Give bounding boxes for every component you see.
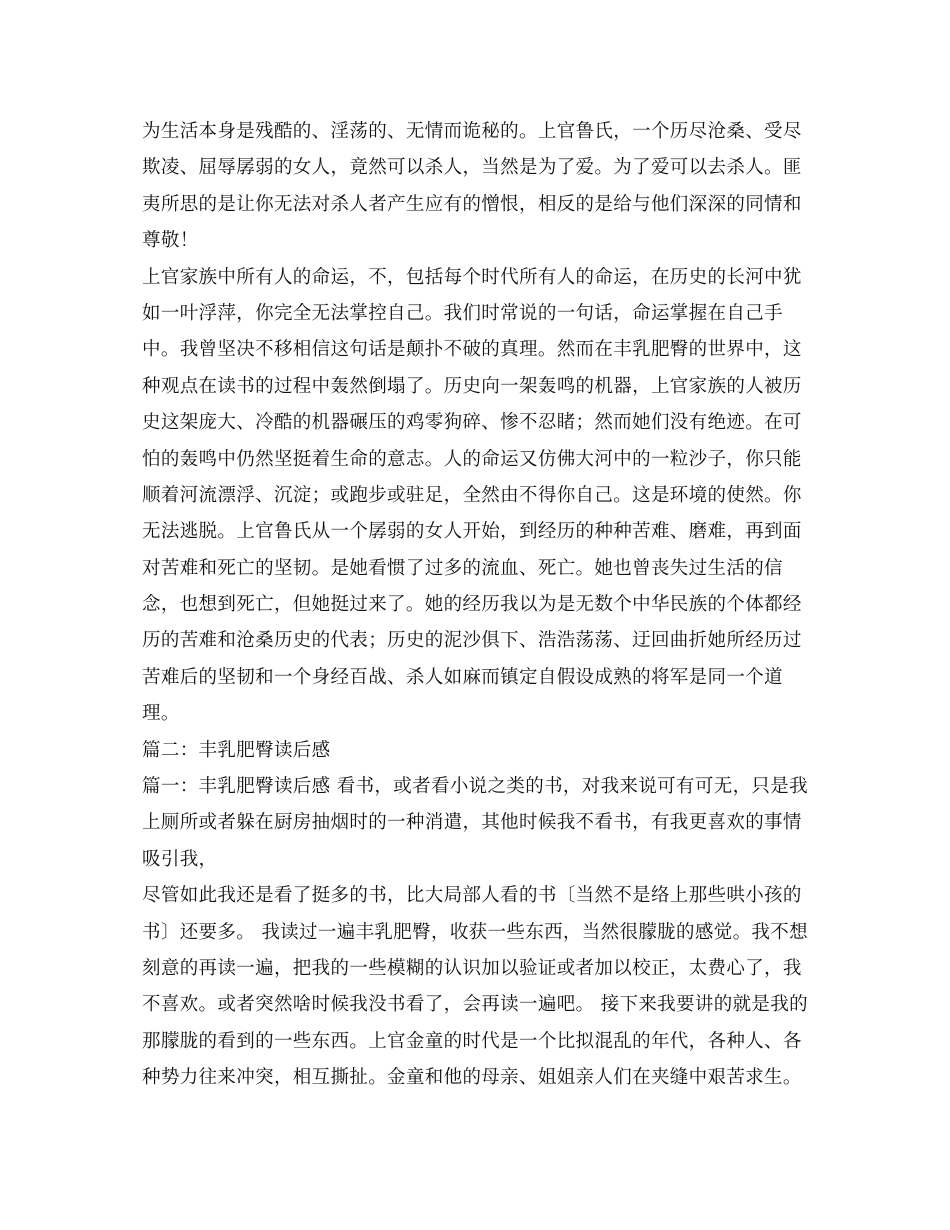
- text-line: 书〕还要多。 我读过一遍丰乳肥臀，收获一些东西，当然很朦胧的感觉。我不想: [142, 921, 808, 943]
- section-heading: 篇二：丰乳肥臀读后感: [142, 739, 331, 761]
- text-line: 无法逃脱。上官鲁氏从一个孱弱的女人开始，到经历的种种苦难、磨难，再到面: [142, 521, 802, 543]
- text-line: 欺凌、屈辱孱弱的女人，竟然可以杀人，当然是为了爱。为了爱可以去杀人。匪: [142, 157, 802, 179]
- text-line: 历的苦难和沧桑历史的代表；历史的泥沙俱下、浩浩荡荡、迂回曲折她所经历过: [142, 630, 802, 652]
- text-line: 中。我曾坚决不移相信这句话是颠扑不破的真理。然而在丰乳肥臀的世界中，这: [142, 339, 802, 361]
- text-line: 念，也想到死亡，但她挺过来了。她的经历我以为是无数个中华民族的个体都经: [142, 594, 802, 616]
- text-line: 不喜欢。或者突然啥时候我没书看了，会再读一遍吧。 接下来我要讲的就是我的: [142, 994, 808, 1016]
- text-line: 理。: [142, 703, 180, 725]
- text-line: 怕的轰鸣中仍然坚挺着生命的意志。人的命运又仿佛大河中的一粒沙子，你只能: [142, 448, 802, 470]
- text-line: 种势力往来冲突，相互撕扯。金童和他的母亲、姐姐亲人们在夹缝中艰苦求生。: [142, 1067, 802, 1089]
- document-body: [142, 114, 812, 1097]
- text-line: 吸引我，: [142, 848, 218, 870]
- text-line: 上官家族中所有人的命运，不，包括每个时代所有人的命运，在历史的长河中犹: [142, 266, 802, 288]
- text-line: 史这架庞大、冷酷的机器碾压的鸡零狗碎、惨不忍睹；然而她们没有绝迹。在可: [142, 412, 802, 434]
- text-line: 尽管如此我还是看了挺多的书，比大局部人看的书〔当然不是络上那些哄小孩的: [142, 885, 802, 907]
- text-line: 篇一：丰乳肥臀读后感 看书，或者看小说之类的书，对我来说可有可无，只是我: [142, 776, 808, 798]
- text-line: 那朦胧的看到的一些东西。上官金童的时代是一个比拟混乱的年代，各种人、各: [142, 1030, 802, 1052]
- text-line: 对苦难和死亡的坚韧。是她看惯了过多的流血、死亡。她也曾丧失过生活的信: [142, 557, 783, 579]
- text-line: 苦难后的坚韧和一个身经百战、杀人如麻而镇定自假设成熟的将军是同一个道: [142, 666, 783, 688]
- text-line: 刻意的再读一遍，把我的一些模糊的认识加以验证或者加以校正，太费心了，我: [142, 957, 802, 979]
- text-line: 顺着河流漂浮、沉淀；或跑步或驻足，全然由不得你自己。这是环境的使然。你: [142, 484, 802, 506]
- text-line: 如一叶浮萍，你完全无法掌控自己。我们时常说的一句话，命运掌握在自己手: [142, 302, 783, 324]
- text-line: 尊敬！: [142, 230, 199, 252]
- text-line: 为生活本身是残酷的、淫荡的、无情而诡秘的。上官鲁氏，一个历尽沧桑、受尽: [142, 121, 802, 142]
- text-line: 种观点在读书的过程中轰然倒塌了。历史向一架轰鸣的机器，上官家族的人被历: [142, 375, 802, 397]
- text-line: 夷所思的是让你无法对杀人者产生应有的憎恨，相反的是给与他们深深的同情和: [142, 193, 802, 215]
- text-line: 上厕所或者躲在厨房抽烟时的一种消遣，其他时候我不看书，有我更喜欢的事情: [142, 812, 802, 834]
